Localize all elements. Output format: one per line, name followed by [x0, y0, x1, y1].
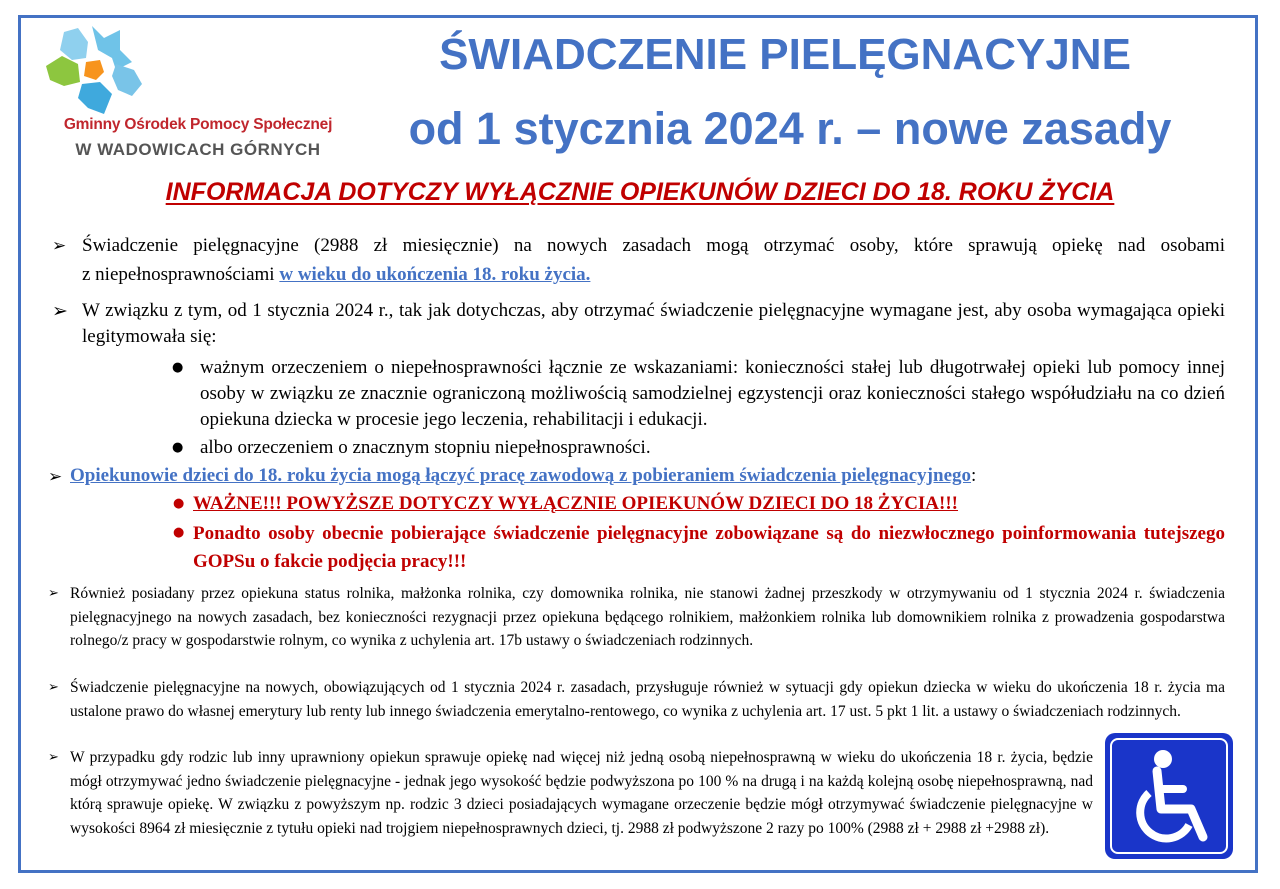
page-title-date-line: od 1 stycznia 2024 r. – nowe zasady: [408, 103, 1172, 154]
logo-location: W WADOWICACH GÓRNYCH: [75, 140, 321, 159]
section1-line2-text: z niepełnosprawnościami: [82, 264, 275, 285]
arrow-bullet-icon: ➢: [48, 750, 59, 765]
section3-heading-link: Opiekunowie dzieci do 18. roku życia mogą łączyć pracę zawodową z pobieraniem świadczenia pielęgnacyjnego: [70, 465, 972, 486]
bullet-dot-icon: ●: [173, 496, 185, 511]
gops-flower-logo-icon: [42, 24, 152, 124]
section1-paragraph: [82, 233, 1225, 288]
section3-heading: [70, 463, 976, 489]
section2-item-2: albo orzeczeniem o znacznym stopniu niepełnosprawności.: [200, 437, 651, 458]
section2-item-1: ważnym orzeczeniem o niepełnosprawności łącznie ze wskazaniami: konieczności stałej lub długotrwałej opieki lub pomocy innej osoby w związku ze znacznie ograniczoną możliwością samodzielnej egzystencji oraz konieczności stałego współudziału na co dzień opiekuna dziecka w procesie jego leczenia, rehabilitacji i edukacji.: [200, 357, 1225, 430]
page-subtitle: [40, 178, 1240, 207]
arrow-bullet-icon: ➢: [48, 467, 63, 487]
logo-organization-name: Gminny Ośrodek Pomocy Społecznej: [63, 116, 333, 133]
arrow-bullet-icon: ➢: [48, 586, 59, 601]
section1-line1: Świadczenie pielęgnacyjne (2988 zł miesięcznie) na nowych zasadach mogą otrzymać osoby, które sprawują opiekę nad osobami: [82, 235, 1225, 256]
note-farmer-status: Również posiadany przez opiekuna status rolnika, małżonka rolnika, czy domownika rolnika, nie stanowi żadnej przeszkody w otrzymywaniu od 1 stycznia 2024 r. świadczenia pielęgnacyjnego na nowych zasadach, bez konieczności rezygnacji przez opiekuna będącego rolnikiem, małżonkiem rolnika lub domownikiem rolnika z prowadzenia gospodarstwa rolnego/z pracy w gospodarstwie rolnym, co wynika z uchylenia art. 17b ustawy o świadczeniach rodzinnych.: [70, 585, 1225, 649]
bullet-dot-icon: ●: [172, 440, 184, 455]
arrow-bullet-icon: ➢: [52, 236, 67, 256]
bullet-dot-icon: ●: [173, 525, 185, 540]
page-title: ŚWIADCZENIE PIELĘGNACYJNE: [439, 30, 1131, 79]
note-pension-right: Świadczenie pielęgnacyjne na nowych, obowiązujących od 1 stycznia 2024 r. zasadach, przysługuje również w sytuacji gdy opiekun dziecka w wieku do ukończenia 18 r. życia ma ustalone prawo do własnej emerytury lub renty lub innego świadczenia emerytalno-rentowego, co wynika z uchylenia art. 17 ust. 5 pkt 1 lit. a ustawy o świadczeniach rodzinnych.: [70, 679, 1225, 720]
arrow-bullet-icon: ➢: [48, 680, 59, 695]
section1-line2: [82, 262, 1225, 288]
note-multiple-children: W przypadku gdy rodzic lub inny uprawniony opiekun sprawuje opiekę nad więcej niż jedną osobą niepełnosprawną w wieku do ukończenia 18 r. życia, będzie mógł otrzymywać jedno świadczenie pielęgnacyjne - jednak jego wysokość będzie podwyższona po 100 % na drugą i na każdą kolejną osobę niepełnosprawną, nad którą sprawuje opiekę. W związku z powyższym np. rodzic 3 dzieci posiadających wymagane orzeczenie będzie mógł otrzymywać świadczenie pielęgnacyjne w wysokości 8964 zł miesięcznie z tytułu opieki nad trojgiem niepełnosprawnych dzieci, tj. 2988 zł podwyższone 2 razy po 100% (2988 zł + 2988 zł +2988 zł).: [70, 749, 1093, 837]
wheelchair-sign: [1105, 733, 1233, 859]
bullet-dot-icon: ●: [172, 360, 184, 375]
arrow-bullet-icon: ➢: [52, 300, 68, 322]
age-limit-highlight: w wieku do ukończenia 18. roku życia.: [279, 264, 591, 285]
gops-logo: [42, 24, 342, 164]
section3-heading-colon: :: [971, 465, 977, 486]
warning-important: WAŻNE!!! POWYŻSZE DOTYCZY WYŁĄCZNIE OPIEKUNÓW DZIECI DO 18 ŻYCIA!!!: [193, 493, 959, 514]
wheelchair-accessibility-icon: [1105, 733, 1233, 859]
warning-notify-gops: Ponadto osoby obecnie pobierające świadczenie pielęgnacyjne zobowiązane są do niezwłocznego poinformowania tutejszego GOPSu o fakcie podjęcia pracy!!!: [193, 523, 1225, 572]
subtitle-text: INFORMACJA DOTYCZY WYŁĄCZNIE OPIEKUNÓW DZIECI DO 18. ROKU ŻYCIA: [165, 178, 1115, 206]
section2-intro: W związku z tym, od 1 stycznia 2024 r., tak jak dotychczas, aby otrzymać świadczenie pielęgnacyjne wymagane jest, aby osoba wymagająca opieki legitymowała się:: [82, 300, 1225, 347]
